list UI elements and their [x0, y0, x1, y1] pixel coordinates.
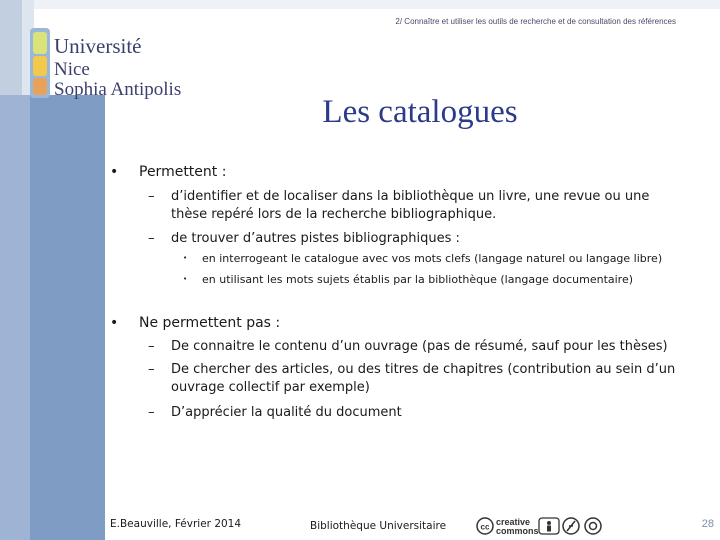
cc-text-commons: commons [496, 526, 539, 536]
logo-line-1: Université [54, 34, 142, 58]
bullet-dot-icon: • [110, 164, 119, 180]
dash-icon: – [148, 339, 155, 354]
bullet-dot-icon: • [183, 275, 188, 283]
dash-item [148, 404, 688, 422]
footer-author: E.Beauville, Février 2014 [110, 518, 242, 530]
logo-line-3: Sophia Antipolis [54, 79, 182, 100]
page-number: 28 [701, 518, 714, 530]
logo-line-2: Nice [54, 59, 90, 80]
dash-icon: – [148, 231, 155, 246]
header-bar [34, 0, 720, 9]
cc-text-creative: creative [496, 517, 531, 527]
slide-header: 2/ Connaître et utiliser les outils de recherche et de consultation des références [395, 17, 676, 26]
sub-item-text: en interrogeant le catalogue avec vos mots clefs (langage naturel ou langage libre) [202, 252, 663, 265]
bullet-dot-icon: • [110, 315, 119, 331]
sub-item-text: en utilisant les mots sujets établis par la bibliothèque (langage documentaire) [202, 273, 634, 286]
bullet-label: Permettent : [139, 164, 227, 180]
dash-item-text: d’identifier et de localiser dans la bibliothèque un livre, une revue ou une thèse repéré lors de la recherche bibliographique. [171, 189, 650, 222]
university-logo [30, 26, 182, 102]
dash-icon: – [148, 405, 155, 420]
dash-item-text: De chercher des articles, ou des titres de chapitres (contribution au sein d’un ouvrage collectif par exemple) [171, 362, 676, 395]
dash-item-text: De connaitre le contenu d’un ouvrage (pas de résumé, sauf pour les thèses) [171, 339, 668, 354]
cc-license-graphic [476, 515, 604, 537]
dash-item [148, 338, 688, 356]
dash-item [148, 361, 688, 397]
blue-side-panel-light [0, 95, 30, 540]
svg-text:cc: cc [480, 522, 490, 532]
dash-item-text: D’apprécier la qualité du document [171, 405, 402, 420]
slide-title: Les catalogues [322, 94, 518, 130]
bullet-dot-icon: • [183, 254, 188, 262]
dash-item [148, 188, 688, 224]
dash-icon: – [148, 362, 155, 377]
dash-item-text: de trouver d’autres pistes bibliographiques : [171, 231, 460, 246]
footer-library: Bibliothèque Universitaire [310, 520, 447, 532]
bullet-label: Ne permettent pas : [139, 315, 281, 331]
dash-icon: – [148, 189, 155, 204]
creative-commons-icon [476, 515, 604, 537]
dash-item [148, 230, 688, 248]
